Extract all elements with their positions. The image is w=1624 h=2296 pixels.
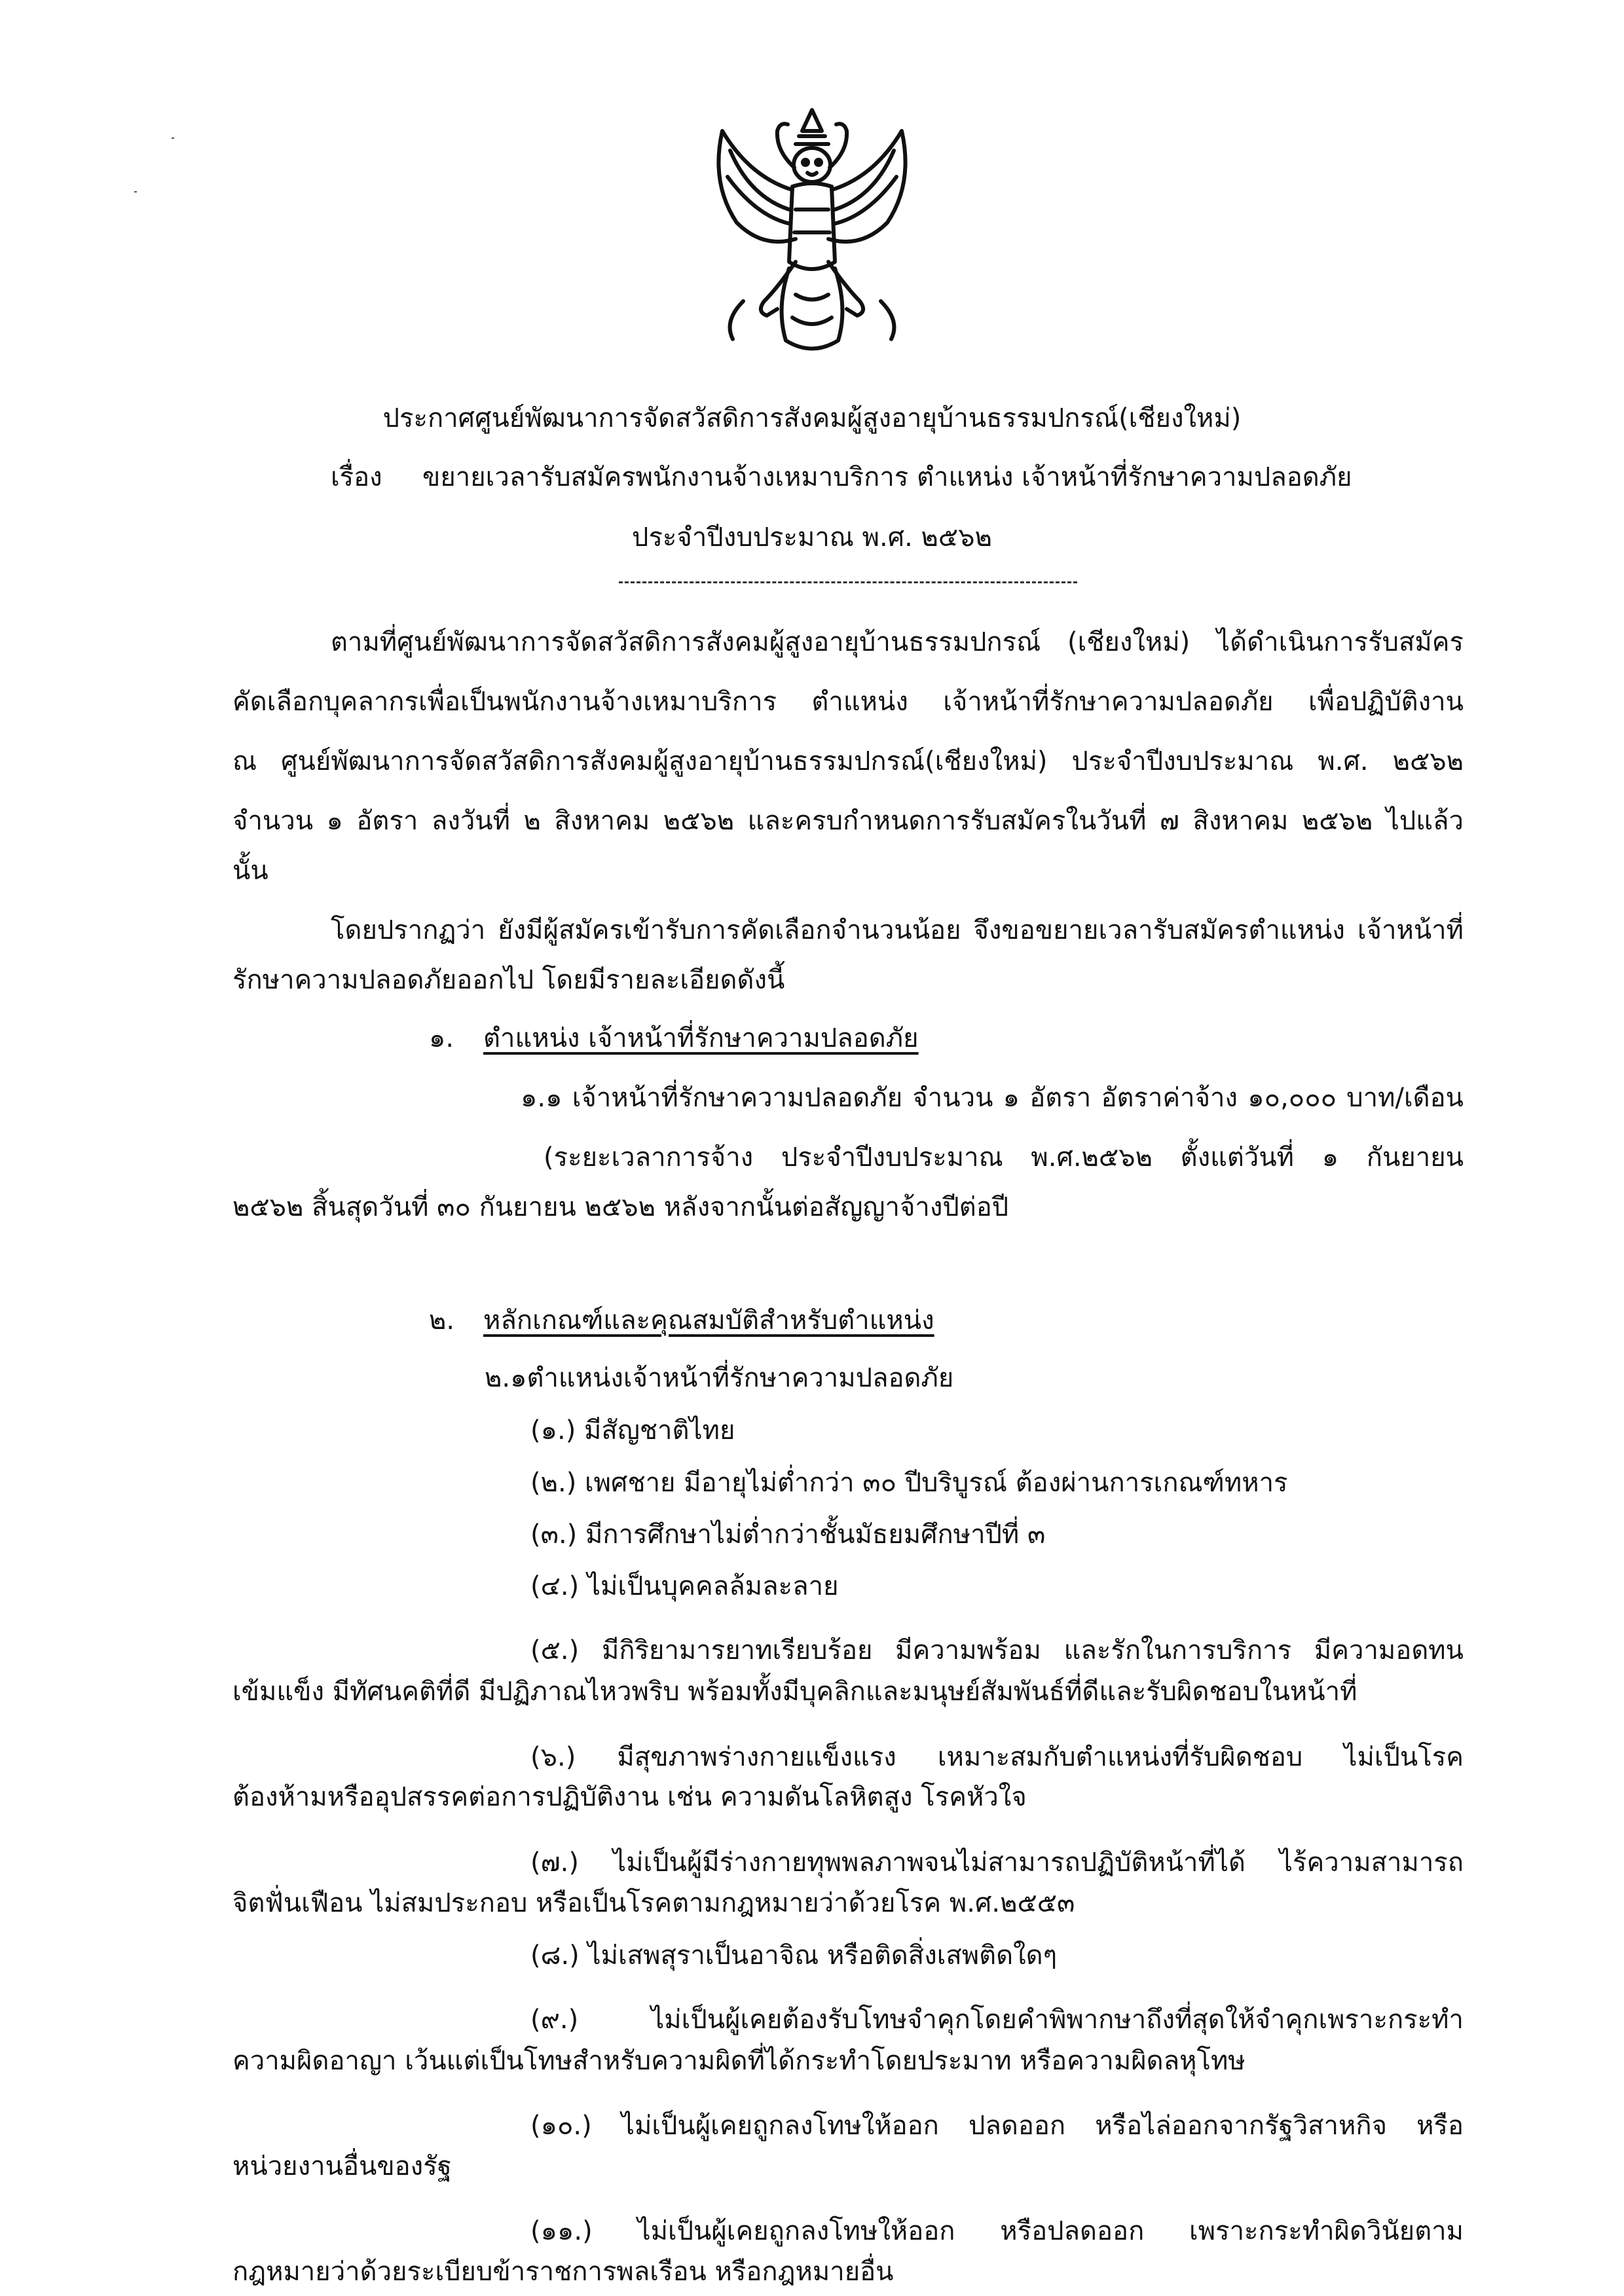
section-1-title: ตำแหน่ง เจ้าหน้าที่รักษาความปลอดภัย [483,1023,919,1053]
qualification-item-cont: เข้มแข็ง มีทัศนคติที่ดี มีปฏิภาณไหวพริบ พร้อมทั้งมีบุคลิกและมนุษย์สัมพันธ์ที่ดีและรับผิดชอบในหน้าที่ [232,1677,1357,1707]
qualification-item: (๖.) มีสุขภาพร่างกายแข็งแรง เหมาะสมกับตำแหน่งที่รับผิดชอบ ไม่เป็นโรค [530,1742,1464,1772]
qualification-item-cont: หน่วยงานอื่นของรัฐ [232,2151,452,2181]
qualification-item: (๑๑.) ไม่เป็นผู้เคยถูกลงโทษให้ออก หรือปลดออก เพราะกระทำผิดวินัยตาม [530,2216,1464,2246]
section-2-title: หลักเกณฑ์และคุณสมบัติสำหรับตำแหน่ง [483,1305,934,1336]
section-1-line-2: (ระยะเวลาการจ้าง ประจำปีงบประมาณ พ.ศ.๒๕๖๒ ตั้งแต่วันที่ ๑ กันยายน [544,1142,1464,1173]
qualification-item: (๔.) ไม่เป็นบุคคลล้มละลาย [530,1571,839,1601]
scan-speck [172,137,174,139]
qualification-item-cont: ต้องห้ามหรืออุปสรรคต่อการปฏิบัติงาน เช่น ความดันโลหิตสูง โรคหัวใจ [232,1782,1027,1812]
header-divider [619,581,1077,583]
section-2-subheading: ๒.๑ตำแหน่งเจ้าหน้าที่รักษาความปลอดภัย [485,1363,954,1393]
subject-label: เรื่อง [331,462,382,492]
para2-line-1: โดยปรากฏว่า ยังมีผู้สมัครเข้ารับการคัดเลือกจำนวนน้อย จึงขอขยายเวลารับสมัครตำแหน่ง เจ้าหน้าที่ [331,915,1464,945]
qualification-item: (๗.) ไม่เป็นผู้มีร่างกายทุพพลภาพจนไม่สามารถปฏิบัติหน้าที่ได้ ไร้ความสามารถ [530,1848,1464,1878]
qualification-item: (๙.) ไม่เป็นผู้เคยต้องรับโทษจำคุกโดยคำพิพากษาถึงที่สุดให้จำคุกเพราะกระทำ [530,2005,1464,2035]
fiscal-year-line: ประจำปีงบประมาณ พ.ศ. ๒๕๖๒ [632,522,992,553]
section-2-number: ๒. [429,1305,455,1336]
qualification-item: (๑.) มีสัญชาติไทย [530,1415,735,1446]
intro-line-2: คัดเลือกบุคลากรเพื่อเป็นพนักงานจ้างเหมาบริการ ตำแหน่ง เจ้าหน้าที่รักษาความปลอดภัย เพื่อปฏิบัติงาน [232,687,1464,717]
qualification-item-cont: กฎหมายว่าด้วยระเบียบข้าราชการพลเรือน หรือกฎหมายอื่น [232,2257,894,2287]
intro-line-5: นั้น [232,856,268,886]
qualification-item: (๑๐.) ไม่เป็นผู้เคยถูกลงโทษให้ออก ปลดออก หรือไล่ออกจากรัฐวิสาหกิจ หรือ [530,2111,1464,2141]
section-1-line-1: ๑.๑ เจ้าหน้าที่รักษาความปลอดภัย จำนวน ๑ อัตรา อัตราค่าจ้าง ๑๐,๐๐๐ บาท/เดือน [521,1083,1464,1113]
intro-line-3: ณ ศูนย์พัฒนาการจัดสวัสดิการสังคมผู้สูงอายุบ้านธรรมปกรณ์(เชียงใหม่) ประจำปีงบประมาณ พ.ศ. ๒๕๖๒ [232,746,1464,776]
subject-text: ขยายเวลารับสมัครพนักงานจ้างเหมาบริการ ตำแหน่ง เจ้าหน้าที่รักษาความปลอดภัย [422,462,1352,492]
section-1-number: ๑. [429,1023,454,1053]
intro-line-1: ตามที่ศูนย์พัฒนาการจัดสวัสดิการสังคมผู้สูงอายุบ้านธรรมปกรณ์ (เชียงใหม่) ได้ดำเนินการรับสมัคร [331,627,1464,657]
qualification-item: (๘.) ไม่เสพสุราเป็นอาจิณ หรือติดสิ่งเสพติดใดๆ [530,1941,1058,1971]
qualification-item: (๕.) มีกิริยามารยาทเรียบร้อย มีความพร้อม และรักในการบริการ มีความอดทน [530,1635,1464,1666]
para2-line-2: รักษาความปลอดภัยออกไป โดยมีรายละเอียดดังนี้ [232,965,785,995]
section-1-line-3: ๒๕๖๒ สิ้นสุดวันที่ ๓๐ กันยายน ๒๕๖๒ หลังจากนั้นต่อสัญญาจ้างปีต่อปี [232,1192,1009,1222]
intro-line-4: จำนวน ๑ อัตรา ลงวันที่ ๒ สิงหาคม ๒๕๖๒ และครบกำหนดการรับสมัครในวันที่ ๗ สิงหาคม ๒๕๖๒ ไปแล้ว [232,806,1464,836]
scan-speck [134,191,137,192]
qualification-item-cont: ความผิดอาญา เว้นแต่เป็นโทษสำหรับความผิดที่ได้กระทำโดยประมาท หรือความผิดลหุโทษ [232,2046,1246,2076]
announcement-title: ประกาศศูนย์พัฒนาการจัดสวัสดิการสังคมผู้สูงอายุบ้านธรรมปกรณ์(เชียงใหม่) [382,403,1242,433]
qualification-item-cont: จิตฟั่นเฟือน ไม่สมประกอบ หรือเป็นโรคตามกฎหมายว่าด้วยโรค พ.ศ.๒๕๕๓ [232,1888,1075,1918]
qualification-item: (๒.) เพศชาย มีอายุไม่ต่ำกว่า ๓๐ ปีบริบูรณ์ ต้องผ่านการเกณฑ์ทหาร [530,1468,1288,1498]
qualification-item: (๓.) มีการศึกษาไม่ต่ำกว่าชั้นมัธยมศึกษาปีที่ ๓ [530,1520,1046,1550]
garuda-emblem [704,105,920,360]
